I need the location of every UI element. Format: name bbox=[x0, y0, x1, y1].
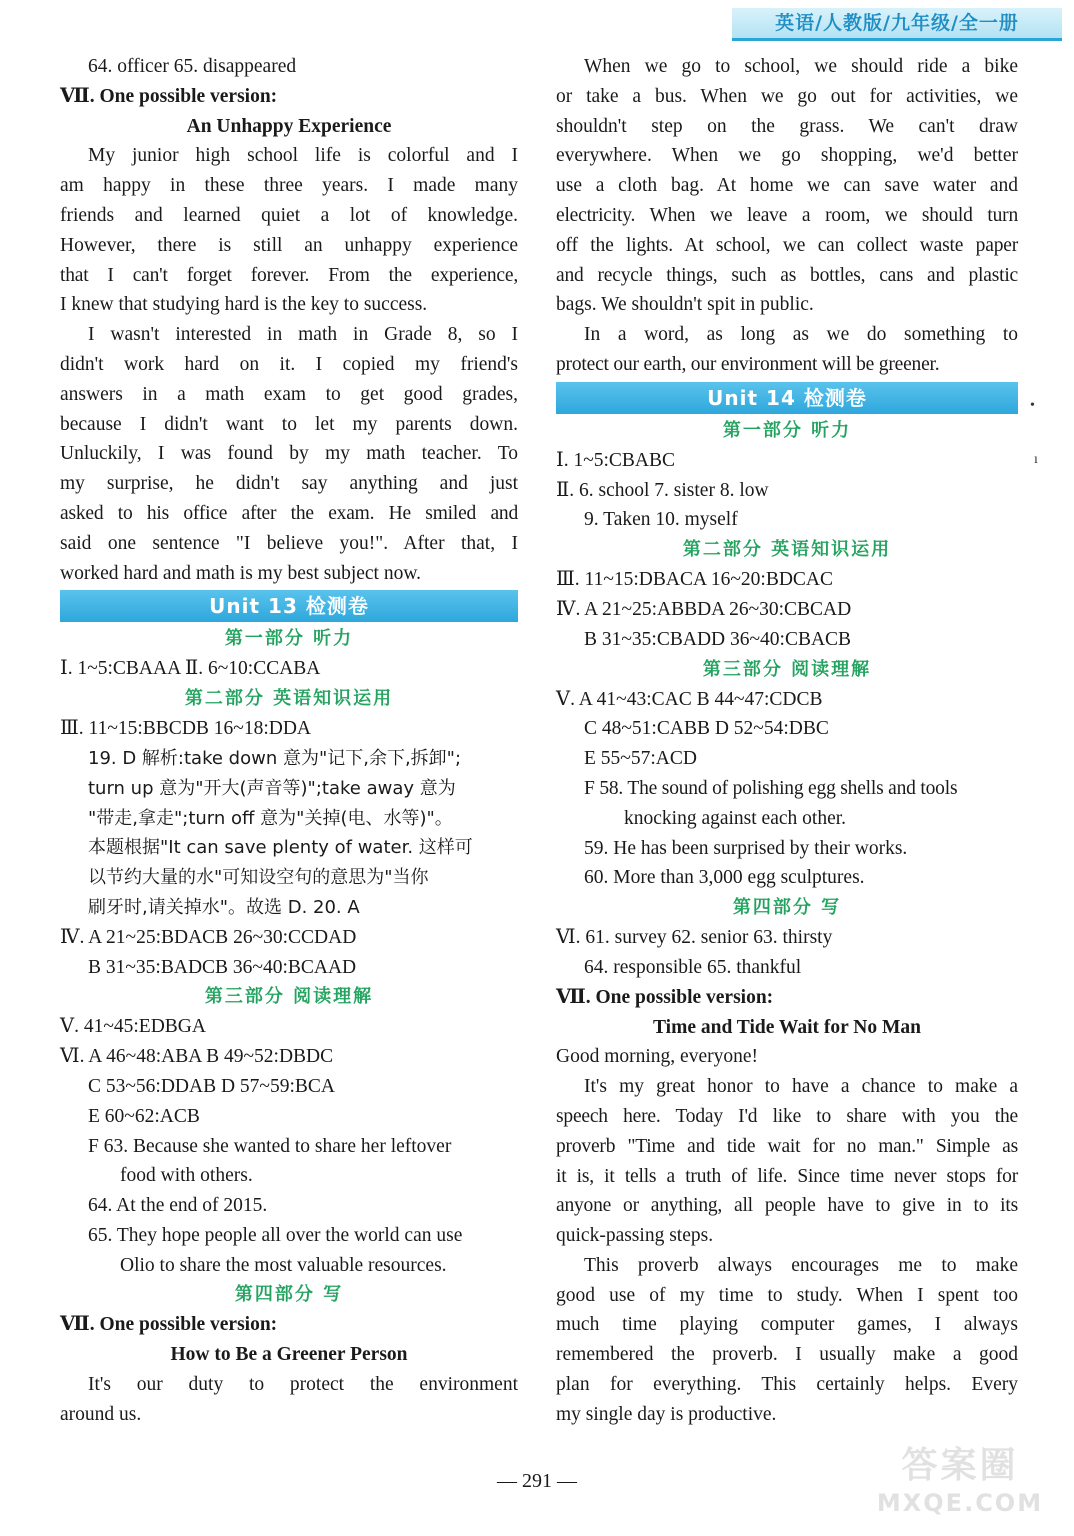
answer-line: B 31~35:CBADD 36~40:CBACB bbox=[584, 628, 852, 650]
essay-line: My junior high school life is colorful and I bbox=[88, 145, 518, 167]
essay-line: because I didn't want to let my parents down. bbox=[60, 413, 518, 435]
answer-line: E 60~62:ACB bbox=[88, 1105, 200, 1127]
essay-line: Good morning, everyone! bbox=[556, 1046, 758, 1068]
essay-line: and recycle things, such as bottles, cans and plastic bbox=[556, 264, 1018, 286]
watermark-line-1: 答案圈 bbox=[901, 1445, 1019, 1486]
essay-title: How to Be a Greener Person bbox=[170, 1344, 408, 1366]
essay-line: plan for everything. This certainly helps. Every bbox=[556, 1374, 1018, 1396]
essay-line: It's our duty to protect the environment bbox=[88, 1374, 518, 1396]
essay-line: my surprise, he didn't say anything and just bbox=[60, 473, 518, 495]
essay-line: use a cloth bag. At home we can save water and bbox=[556, 175, 1018, 197]
answer-line: C 53~56:DDAB D 57~59:BCA bbox=[88, 1075, 335, 1097]
answer-line: Ⅲ. 11~15:DBACA 16~20:BDCAC bbox=[556, 569, 834, 591]
essay-line: quick-passing steps. bbox=[556, 1225, 714, 1247]
part-heading: 第一部分 听力 bbox=[722, 419, 852, 441]
answer-line: 65. They hope people all over the world can use bbox=[88, 1224, 463, 1246]
page-mark: • bbox=[1030, 398, 1035, 413]
essay-title: Time and Tide Wait for No Man bbox=[653, 1016, 921, 1038]
explanation-line: "带走,拿走";turn off 意为"关掉(电、水等)"。 bbox=[88, 807, 453, 829]
essay-line: everywhere. When we go shopping, we'd better bbox=[556, 145, 1018, 167]
part-heading: 第三部分 阅读理解 bbox=[702, 658, 872, 680]
essay-line: I wasn't interested in math in Grade 8, so I bbox=[88, 324, 518, 346]
essay-line: good use of my time to study. When I spent too bbox=[556, 1284, 1018, 1306]
essay-line: answers in a math exam to get good grades, bbox=[60, 383, 518, 405]
answer-line: Ⅰ. 1~5:CBABC bbox=[556, 449, 676, 471]
essay-line: didn't work hard on it. I copied my friend's bbox=[60, 353, 518, 375]
answer-line: Ⅵ. 61. survey 62. senior 63. thirsty bbox=[556, 927, 833, 949]
answer-line: 59. He has been surprised by their works. bbox=[584, 837, 908, 859]
answer-line: Ⅵ. A 46~48:ABA B 49~52:DBDC bbox=[60, 1046, 334, 1068]
essay-line: am happy in these three years. I made many bbox=[60, 175, 518, 197]
right-column bbox=[556, 52, 1018, 1430]
essay-line: proverb "Time and tide wait for no man." Simple as bbox=[556, 1135, 1018, 1157]
page-mark: ı bbox=[1034, 452, 1038, 467]
essay-line: that I can't forget forever. From the experience, bbox=[60, 264, 518, 286]
essay-line: or take a bus. When we go out for activities, we bbox=[556, 85, 1018, 107]
explanation-line: 以节约大量的水"可知设空句的意思为"当你 bbox=[88, 867, 429, 889]
essay-line: off the lights. At school, we can collect waste paper bbox=[556, 234, 1018, 256]
essay-line: This proverb always encourages me to make bbox=[584, 1254, 1018, 1276]
essay-line: speech here. Today I'd like to share with you the bbox=[556, 1105, 1018, 1127]
essay-line: around us. bbox=[60, 1403, 142, 1425]
answer-line: Ⅴ. A 41~43:CAC B 44~47:CDCB bbox=[556, 688, 823, 710]
explanation-line: turn up 意为"开大(声音等)";take away 意为 bbox=[88, 777, 456, 799]
answer-line: Ⅲ. 11~15:BBCDB 16~18:DDA bbox=[60, 718, 311, 740]
essay-line: I knew that studying hard is the key to success. bbox=[60, 294, 428, 316]
answer-line: Ⅳ. A 21~25:ABBDA 26~30:CBCAD bbox=[556, 598, 852, 620]
essay-line: remembered the proverb. I usually make a good bbox=[556, 1344, 1018, 1366]
essay-line: anyone or anything, all people have to give in to its bbox=[556, 1195, 1018, 1217]
answer-line: F 58. The sound of polishing egg shells and tools bbox=[584, 777, 958, 799]
page-number: — 291 — bbox=[497, 1470, 577, 1492]
section-heading: Ⅶ. One possible version: bbox=[556, 986, 774, 1008]
answer-line: 9. Taken 10. myself bbox=[584, 509, 738, 531]
essay-line: friends and learned quiet a lot of knowledge. bbox=[60, 204, 518, 226]
essay-line: Unluckily, I was found by my math teacher. To bbox=[60, 443, 518, 465]
essay-line: my single day is productive. bbox=[556, 1403, 777, 1425]
watermark bbox=[860, 1444, 1060, 1524]
answer-line: food with others. bbox=[120, 1165, 253, 1187]
essay-line: When we go to school, we should ride a bike bbox=[584, 56, 1018, 77]
part-heading: 第一部分 听力 bbox=[224, 628, 354, 650]
answer-line: knocking against each other. bbox=[624, 807, 847, 829]
essay-line: asked to his office after the exam. He smiled and bbox=[60, 502, 518, 524]
part-heading: 第二部分 英语知识运用 bbox=[682, 539, 892, 561]
answer-line: Ⅴ. 41~45:EDBGA bbox=[60, 1016, 206, 1038]
answer-line: 64. At the end of 2015. bbox=[88, 1195, 268, 1217]
explanation-line: 19. D 解析:take down 意为"记下,余下,拆卸"; bbox=[88, 747, 462, 769]
unit-13-banner: Unit 13 检测卷 bbox=[60, 590, 518, 622]
essay-title: An Unhappy Experience bbox=[186, 115, 392, 137]
answer-line: Ⅱ. 6. school 7. sister 8. low bbox=[556, 479, 769, 501]
essay-line: protect our earth, our environment will be greener. bbox=[556, 353, 940, 375]
essay-line: shouldn't step on the grass. We can't draw bbox=[556, 115, 1018, 137]
explanation-line: 本题根据"It can save plenty of water. 这样可 bbox=[88, 837, 473, 859]
part-heading: 第二部分 英语知识运用 bbox=[184, 688, 394, 710]
watermark-line-2: MXQE.COM bbox=[876, 1489, 1044, 1517]
explanation-line: 刷牙时,请关掉水"。故选 D. 20. A bbox=[88, 896, 360, 918]
answer-line: E 55~57:ACD bbox=[584, 748, 697, 770]
section-heading: Ⅶ. One possible version: bbox=[60, 1314, 278, 1336]
essay-line: much time playing computer games, I always bbox=[556, 1314, 1018, 1336]
answer-line: C 48~51:CABB D 52~54:DBC bbox=[584, 718, 829, 740]
essay-line: However, there is still an unhappy experience bbox=[60, 234, 518, 256]
page-number-value: 291 bbox=[522, 1470, 552, 1492]
answer-line: 60. More than 3,000 egg sculptures. bbox=[584, 867, 865, 889]
header-tag: 英语/人教版/九年级/全一册 bbox=[732, 8, 1062, 41]
answer-line: F 63. Because she wanted to share her leftover bbox=[88, 1135, 452, 1157]
essay-line: it is, it tells a truth of life. Since time never stops for bbox=[556, 1165, 1018, 1187]
essay-line: It's my great honor to have a chance to make a bbox=[584, 1076, 1018, 1098]
answer-line: Ⅰ. 1~5:CBAAA Ⅱ. 6~10:CCABA bbox=[60, 658, 321, 680]
answer-line: B 31~35:BADCB 36~40:BCAAD bbox=[88, 956, 357, 978]
part-heading: 第四部分 写 bbox=[234, 1284, 344, 1306]
essay-line: In a word, as long as we do something to bbox=[584, 324, 1018, 346]
left-column bbox=[60, 52, 518, 1430]
part-heading: 第三部分 阅读理解 bbox=[204, 986, 374, 1008]
essay-line: electricity. When we leave a room, we should turn bbox=[556, 204, 1018, 226]
essay-line: worked hard and math is my best subject now. bbox=[60, 562, 422, 584]
essay-line: said one sentence "I believe you!". After that, I bbox=[60, 532, 518, 554]
answer-line: Ⅳ. A 21~25:BDACB 26~30:CCDAD bbox=[60, 926, 357, 948]
answer-line: 64. officer 65. disappeared bbox=[88, 56, 297, 77]
section-heading: Ⅶ. One possible version: bbox=[60, 85, 278, 107]
unit-14-banner: Unit 14 检测卷 bbox=[556, 382, 1018, 414]
answer-line: 64. responsible 65. thankful bbox=[584, 956, 802, 978]
essay-line: bags. We shouldn't spit in public. bbox=[556, 294, 814, 316]
answer-line: Olio to share the most valuable resources. bbox=[120, 1254, 447, 1276]
part-heading: 第四部分 写 bbox=[732, 897, 842, 919]
